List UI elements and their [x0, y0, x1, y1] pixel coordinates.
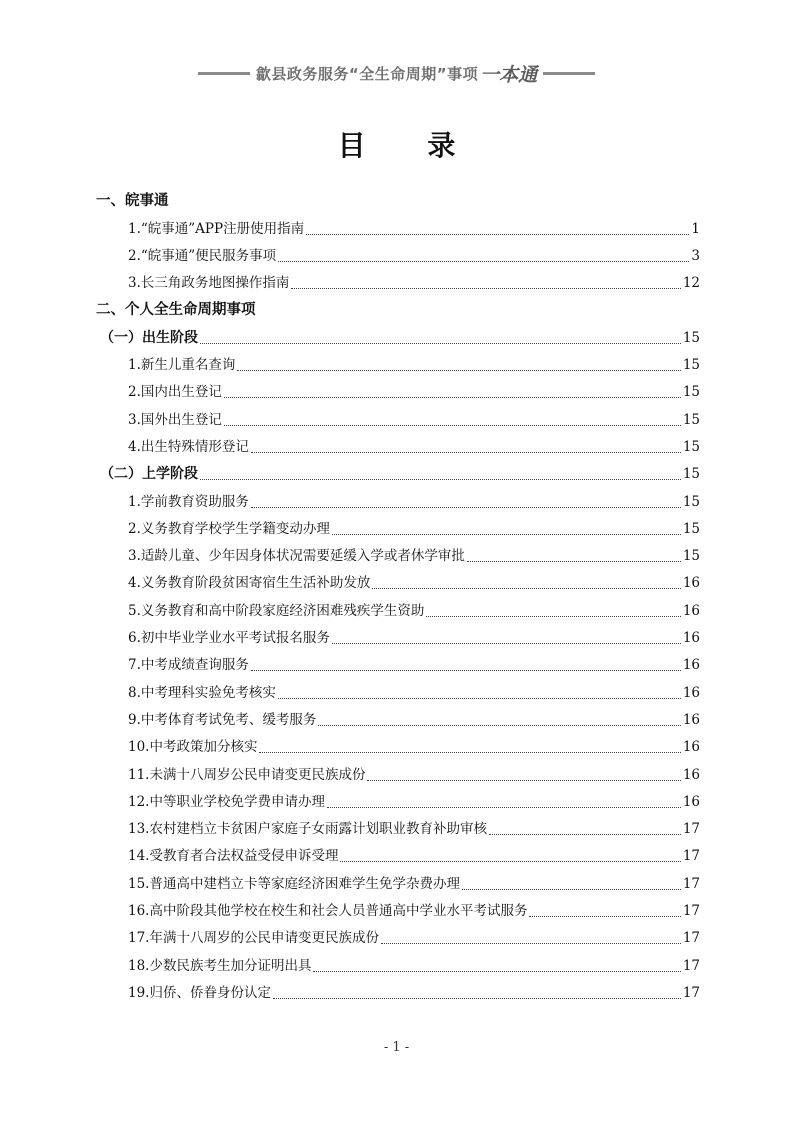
- toc-entry-label: 2.国内出生登记: [128, 384, 222, 401]
- toc-entry-label: 一、皖事通: [96, 193, 169, 210]
- toc-entry[interactable]: [96, 213, 700, 240]
- toc-entry-page: 15: [682, 438, 700, 455]
- running-header: [0, 60, 793, 87]
- toc-entry-label: 19.归侨、侨眷身份认定: [128, 984, 271, 1001]
- toc-entry[interactable]: [96, 268, 700, 295]
- toc-entry-label: 7.中考成绩查询服务: [128, 657, 249, 674]
- toc-entry[interactable]: [96, 432, 700, 459]
- toc-leader-dots: [327, 806, 681, 808]
- page-title: 目 录: [337, 129, 482, 162]
- toc-entry-page: 17: [682, 930, 700, 947]
- toc-entry[interactable]: [96, 486, 700, 513]
- toc-entry-page: 17: [682, 821, 700, 838]
- toc-leader-dots: [251, 669, 681, 671]
- toc-entry[interactable]: [96, 814, 700, 841]
- toc-leader-dots: [306, 233, 689, 235]
- toc-leader-dots: [273, 997, 681, 999]
- toc-entry[interactable]: [96, 650, 700, 677]
- toc-entry[interactable]: [96, 787, 700, 814]
- toc-entry-label: （一）出生阶段: [100, 329, 198, 346]
- toc-entry-label: 14.受教育者合法权益受侵申诉受理: [128, 848, 339, 865]
- toc-entry-page: 16: [682, 766, 700, 783]
- toc-entry[interactable]: [96, 541, 700, 568]
- toc-entry[interactable]: [96, 978, 700, 1005]
- toc-entry-label: 8.中考理科实验免考核实: [128, 684, 276, 701]
- toc-entry-page: 16: [682, 657, 700, 674]
- toc-entry-label: 4.出生特殊情形登记: [128, 438, 249, 455]
- toc-leader-dots: [489, 833, 681, 835]
- toc-entry-page: 16: [682, 684, 700, 701]
- toc-entry[interactable]: [96, 186, 700, 213]
- toc-entry-page: 15: [682, 357, 700, 374]
- header-rule-right: [543, 72, 595, 75]
- toc-entry-label: 18.少数民族考生加分证明出具: [128, 957, 312, 974]
- toc-leader-dots: [278, 697, 681, 699]
- toc-entry-label: 12.中等职业学校免学费申请办理: [128, 793, 325, 810]
- toc-entry-page: 16: [682, 630, 700, 647]
- toc-entry-label: 17.年满十八周岁的公民申请变更民族成份: [128, 930, 379, 947]
- toc-entry-page: 1: [691, 220, 700, 237]
- toc-entry[interactable]: [96, 623, 700, 650]
- toc-entry-page: 15: [682, 384, 700, 401]
- toc-entry[interactable]: [96, 459, 700, 486]
- toc-entry-page: 15: [682, 520, 700, 537]
- toc-entry-page: 15: [682, 329, 700, 346]
- toc-entry-page: 17: [682, 848, 700, 865]
- toc-entry[interactable]: [96, 322, 700, 349]
- toc-leader-dots: [340, 860, 680, 862]
- toc-entry-label: 3.国外出生登记: [128, 411, 222, 428]
- toc-leader-dots: [529, 915, 680, 917]
- toc-entry[interactable]: [96, 759, 700, 786]
- toc-leader-dots: [332, 533, 681, 535]
- toc-entry-label: 13.农村建档立卡贫困户家庭子女雨露计划职业教育补助审核: [128, 821, 487, 838]
- toc-entry[interactable]: [96, 705, 700, 732]
- toc-entry-label: 1.新生儿重名查询: [128, 357, 236, 374]
- toc-leader-dots: [462, 888, 681, 890]
- toc-leader-dots: [318, 724, 680, 726]
- toc-leader-dots: [251, 506, 681, 508]
- toc-entry-label: 3.长三角政务地图操作指南: [128, 275, 290, 292]
- toc-entry-page: 3: [691, 247, 700, 264]
- toc-entry-label: 2.义务教育学校学生学籍变动办理: [128, 520, 330, 537]
- table-of-contents: [96, 186, 700, 1005]
- toc-entry-page: 16: [682, 575, 700, 592]
- toc-entry-page: 12: [682, 275, 700, 292]
- toc-entry-page: 16: [682, 711, 700, 728]
- toc-entry[interactable]: [96, 950, 700, 977]
- toc-entry-label: 4.义务教育阶段贫困寄宿生生活补助发放: [128, 575, 371, 592]
- toc-entry-page: 17: [682, 957, 700, 974]
- toc-entry-page: 17: [682, 903, 700, 920]
- toc-entry-page: 15: [682, 493, 700, 510]
- toc-leader-dots: [367, 779, 680, 781]
- header-rule-left: [198, 72, 250, 75]
- toc-leader-dots: [467, 560, 681, 562]
- toc-leader-dots: [259, 751, 680, 753]
- header-title: 歙县政务服务“全生命周期”事项: [255, 65, 479, 83]
- toc-entry-page: 17: [682, 875, 700, 892]
- toc-entry-label: 1.学前教育资助服务: [128, 493, 249, 510]
- toc-entry[interactable]: [96, 677, 700, 704]
- toc-entry-page: 16: [682, 793, 700, 810]
- toc-leader-dots: [237, 369, 680, 371]
- toc-entry-page: 15: [682, 466, 700, 483]
- toc-leader-dots: [251, 451, 681, 453]
- toc-entry[interactable]: [96, 732, 700, 759]
- toc-entry-label: 3.适龄儿童、少年因身体状况需要延缓入学或者休学审批: [128, 548, 465, 565]
- toc-entry[interactable]: [96, 868, 700, 895]
- toc-leader-dots: [372, 587, 680, 589]
- toc-entry[interactable]: [96, 595, 700, 622]
- toc-entry-label: 16.高中阶段其他学校在校生和社会人员普通高中学业水平考试服务: [128, 903, 528, 920]
- toc-entry-label: 11.未满十八周岁公民申请变更民族成份: [128, 766, 366, 783]
- toc-leader-dots: [200, 478, 681, 480]
- header-logo: 一本通: [480, 64, 538, 86]
- toc-leader-dots: [224, 424, 681, 426]
- toc-entry-label: 二、个人全生命周期事项: [96, 302, 256, 319]
- toc-entry-label: 15.普通高中建档立卡等家庭经济困难学生免学杂费办理: [128, 875, 460, 892]
- toc-entry-label: 1.“皖事通”APP注册使用指南: [128, 220, 305, 237]
- toc-entry-label: 10.中考政策加分核实: [128, 739, 258, 756]
- toc-entry[interactable]: [96, 923, 700, 950]
- toc-entry[interactable]: [96, 841, 700, 868]
- toc-leader-dots: [278, 260, 689, 262]
- toc-leader-dots: [200, 342, 681, 344]
- toc-entry[interactable]: [96, 295, 700, 322]
- toc-leader-dots: [313, 970, 680, 972]
- toc-entry-label: 5.义务教育和高中阶段家庭经济困难残疾学生资助: [128, 602, 425, 619]
- toc-leader-dots: [381, 942, 681, 944]
- page-number: - 1 -: [383, 1040, 410, 1055]
- toc-entry[interactable]: [96, 377, 700, 404]
- toc-entry-page: 15: [682, 411, 700, 428]
- toc-leader-dots: [224, 396, 681, 398]
- toc-entry-label: （二）上学阶段: [100, 466, 198, 483]
- toc-entry[interactable]: [96, 404, 700, 431]
- toc-entry-label: 2.“皖事通”便民服务事项: [128, 247, 277, 264]
- toc-leader-dots: [332, 642, 681, 644]
- toc-entry[interactable]: [96, 514, 700, 541]
- toc-entry-label: 6.初中毕业学业水平考试报名服务: [128, 630, 330, 647]
- toc-entry-page: 15: [682, 548, 700, 565]
- toc-entry[interactable]: [96, 241, 700, 268]
- toc-entry[interactable]: [96, 568, 700, 595]
- toc-entry-page: 16: [682, 602, 700, 619]
- toc-entry-page: 17: [682, 984, 700, 1001]
- toc-entry-page: 16: [682, 739, 700, 756]
- toc-entry[interactable]: [96, 350, 700, 377]
- toc-leader-dots: [426, 615, 680, 617]
- toc-leader-dots: [291, 287, 680, 289]
- toc-entry[interactable]: [96, 896, 700, 923]
- toc-entry-label: 9.中考体育考试免考、缓考服务: [128, 711, 317, 728]
